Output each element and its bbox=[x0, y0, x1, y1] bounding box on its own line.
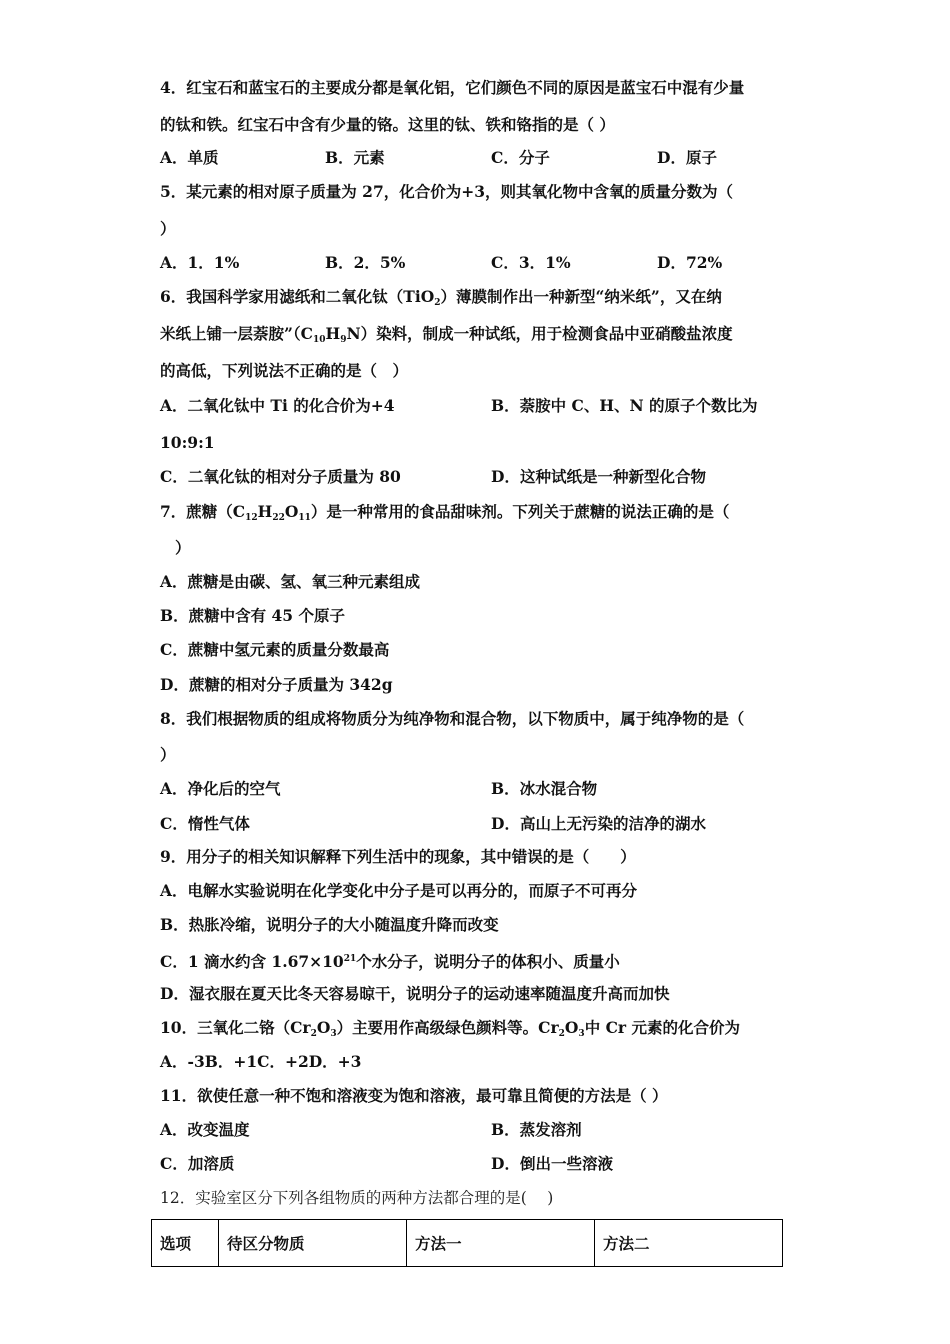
header-method-one: 方法一 bbox=[407, 1220, 595, 1267]
q10-stem: 10．三氧化二铬$(Cr_2O_3)$主要用作高级绿色颜料等。$Cr_2O_3$中 Cr 元素的化合价为 bbox=[160, 1018, 740, 1039]
q5-option-b: B．2．5% bbox=[325, 253, 406, 272]
q5-option-c: C．3．1% bbox=[491, 253, 571, 272]
q7-option-d: D．蔗糖的相对分子质量为 342g bbox=[160, 675, 393, 694]
q11-option-b: B．蒸发溶剂 bbox=[491, 1120, 582, 1139]
q6-stem-line2: 米纸上铺一层萘胺$”(C_{10}H_9N)$染料，制成一种试纸，用于检测食品中亚硝酸盐浓度 bbox=[160, 324, 733, 345]
q4-option-b: B．元素 bbox=[325, 148, 385, 167]
q8-option-c: C．惰性气体 bbox=[160, 814, 250, 833]
q11-option-c: C．加溶质 bbox=[160, 1154, 235, 1173]
q5-stem-line1: 5．某元素的相对原子质量为 27，化合价为+3，则其氧化物中含氧的质量分数为（ bbox=[160, 182, 734, 201]
q12-text: 实验室区分下列各组物质的两种方法都合理的是( ) bbox=[195, 1189, 554, 1207]
q11-option-d: D．倒出一些溶液 bbox=[491, 1154, 613, 1173]
q12-table bbox=[151, 1219, 783, 1267]
q6-option-a: A．二氧化钛中 Ti 的化合价为+4 bbox=[160, 396, 395, 415]
q9-option-a: A．电解水实验说明在化学变化中分子是可以再分的，而原子不可再分 bbox=[160, 881, 638, 900]
q6-stem-line1: 6．我国科学家用滤纸和二氧化钛（TiO$_2$）薄膜制作出一种新型“纳米纸”，又在纳 bbox=[160, 287, 722, 308]
q9-stem: 9．用分子的相关知识解释下列生活中的现象，其中错误的是（ ） bbox=[160, 847, 636, 866]
q8-stem-line2: ） bbox=[160, 745, 176, 764]
q8-option-b: B．冰水混合物 bbox=[491, 779, 598, 798]
q4-option-a: A．单质 bbox=[160, 148, 219, 167]
q12-number: 12． bbox=[160, 1189, 196, 1207]
q6-option-d: D．这种试纸是一种新型化合物 bbox=[491, 467, 706, 486]
q9-option-d: D．湿衣服在夏天比冬天容易晾干，说明分子的运动速率随温度升高而加快 bbox=[160, 984, 670, 1003]
q7-option-c: C．蔗糖中氢元素的质量分数最高 bbox=[160, 640, 390, 659]
q8-option-a: A．净化后的空气 bbox=[160, 779, 281, 798]
q12-stem bbox=[160, 1188, 553, 1208]
q6-option-b-continued: 10:9:1 bbox=[160, 433, 215, 452]
q8-option-d: D．高山上无污染的洁净的湖水 bbox=[491, 814, 706, 833]
q7-option-b: B．蔗糖中含有 45 个原子 bbox=[160, 606, 345, 625]
q4-option-c: C．分子 bbox=[491, 148, 550, 167]
q7-stem-line2: ） bbox=[175, 538, 191, 557]
header-method-two: 方法二 bbox=[595, 1220, 783, 1267]
header-substances: 待区分物质 bbox=[219, 1220, 407, 1267]
q7-stem-line1: 7．蔗糖$(C_{12}H_{22}O_{11})$是一种常用的食品甜味剂。下列关于蔗糖的说法正确的是（ bbox=[160, 502, 730, 523]
table-header-row bbox=[152, 1220, 783, 1267]
q9-option-c: C．1 滴水约含 $1.67\times 10^{21}$个水分子，说明分子的体积小、质量小 bbox=[160, 952, 620, 971]
q5-option-d: D．72% bbox=[657, 253, 723, 272]
q4-stem-line1: 4．红宝石和蓝宝石的主要成分都是氧化铝，它们颜色不同的原因是蓝宝石中混有少量 bbox=[160, 78, 745, 97]
q7-option-a: A．蔗糖是由碳、氢、氧三种元素组成 bbox=[160, 572, 421, 591]
q10-options: A．-3B．+1C．+2D．+3 bbox=[160, 1052, 362, 1071]
q4-stem-line2: 的钛和铁。红宝石中含有少量的铬。这里的钛、铁和铬指的是（ ） bbox=[160, 115, 615, 134]
q6-option-b: B．萘胺中 C、H、N 的原子个数比为 bbox=[491, 396, 758, 415]
q11-stem: 11．欲使任意一种不饱和溶液变为饱和溶液，最可靠且简便的方法是（ ） bbox=[160, 1086, 668, 1105]
q6-option-c: C．二氧化钛的相对分子质量为 80 bbox=[160, 467, 401, 486]
header-option: 选项 bbox=[152, 1220, 219, 1267]
q9-option-b: B．热胀冷缩，说明分子的大小随温度升降而改变 bbox=[160, 915, 499, 934]
q4-option-d: D．原子 bbox=[657, 148, 717, 167]
q5-option-a: A．1．1% bbox=[160, 253, 240, 272]
q6-stem-line3: 的高低，下列说法不正确的是（ ） bbox=[160, 361, 409, 380]
q8-stem-line1: 8．我们根据物质的组成将物质分为纯净物和混合物，以下物质中，属于纯净物的是（ bbox=[160, 709, 745, 728]
q11-option-a: A．改变温度 bbox=[160, 1120, 250, 1139]
q5-stem-line2: ） bbox=[160, 219, 176, 238]
